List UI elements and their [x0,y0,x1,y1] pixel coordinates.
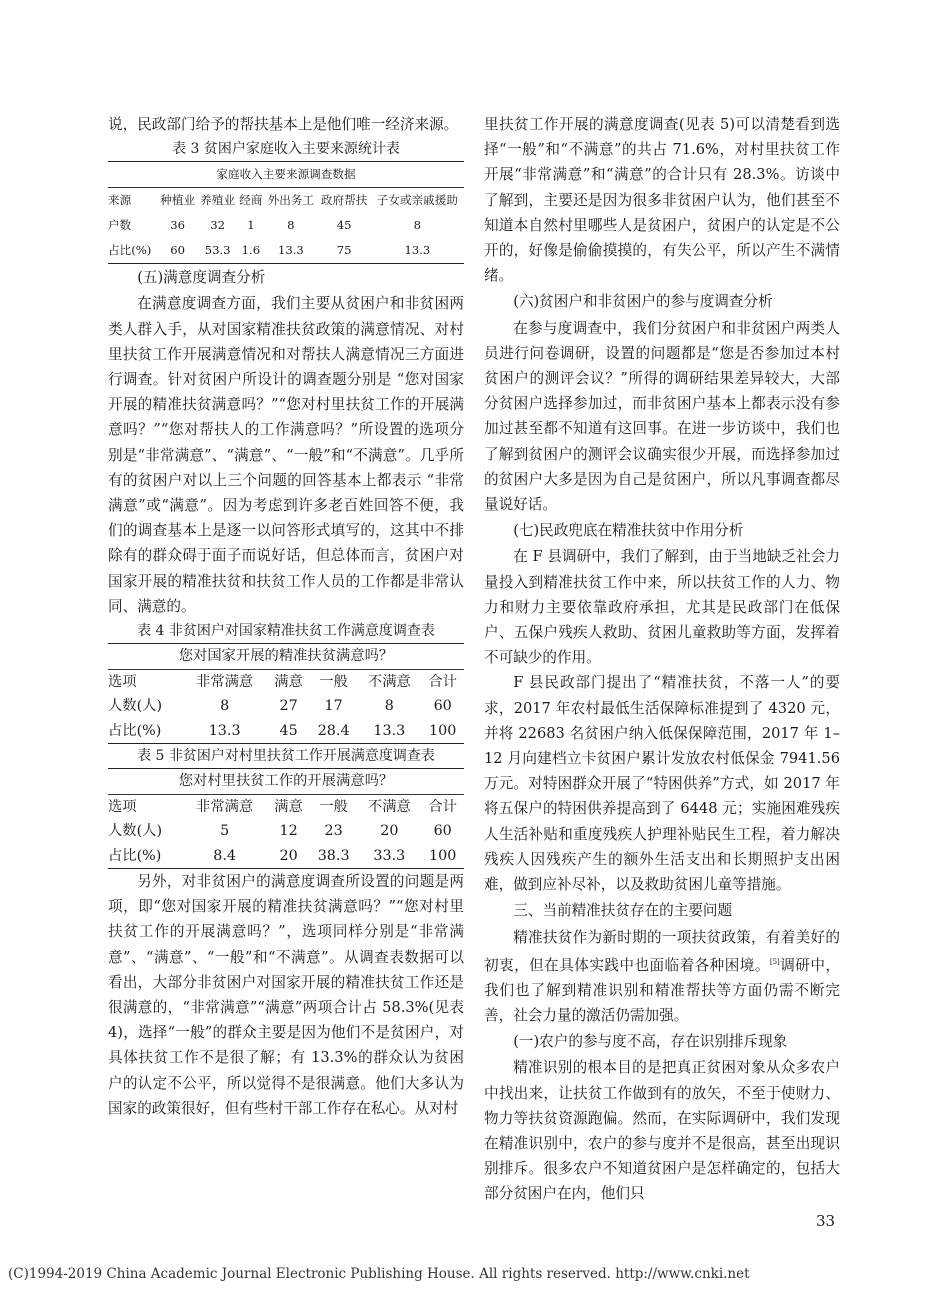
table-caption: 表 3 贫困户家庭收入主要来源统计表 [172,141,400,158]
table-3 [108,137,464,264]
table-cell: 20 [279,847,298,864]
table-cell: 1 [247,218,255,233]
table-cell: 8 [413,218,422,233]
table-cell: 60 [170,243,186,258]
column-header: 外出务工 [264,188,317,214]
column-header: 养殖业 [198,188,238,214]
table-cell: 占比(%) [108,243,152,258]
table-cell: 8 [220,698,230,715]
table-cell: 33.3 [373,847,406,864]
paragraph: 在 F 县调研中，我们了解到，由于当地缺乏社会力量投入到精准扶贫工作中来，所以扶贫工作的人力、物力和财力主要依靠政府承担，尤其是民政部门在低保户、五保户残疾人救助、贫困儿童救助等方面，发挥着不可缺少的作用。 [484,548,840,667]
table-cell: 8 [287,218,295,233]
section-heading: (五)满意度调查分析 [137,269,266,287]
paragraph: 说，民政部门给予的帮扶基本上是他们唯一经济来源。 [108,116,459,133]
table-cell: 户数 [108,218,132,233]
column-header: 政府帮扶 [317,188,370,214]
column-header: 选项 [108,794,182,819]
column-header: 满意 [267,794,310,819]
paragraph [484,925,840,1029]
table-cell: 13.3 [208,722,241,739]
table-cell: 23 [324,823,343,840]
column-header: 合计 [421,669,464,694]
table-question: 您对国家开展的精准扶贫满意吗？ [178,648,394,665]
column-header: 子女或亲戚援助 [371,188,464,214]
paragraph: F 县民政部门提出了“精准扶贫，不落一人”的要求，2017 年农村最低生活保障标准提到了 4320 元，并将 22683 名贫困户纳入低保保障范围，2017 年 1–12 月向建档立卡贫困户累计发放农村低保金 7941.56 万元。对特困群众开展了“特困供养”方式，如 2017 年将五保户的特困供养提高到了 6448 元；实施困难残疾人生活补贴和重度残疾人护理补贴民生工程，着力解决残疾人因残疾产生的额外生活支出和长期照护支出困难，做到应补尽补，以及救助贫困儿童等措施。 [484,674,840,894]
table-cell: 60 [433,698,452,715]
right-column [484,112,840,1207]
paragraph: 精准识别的根本目的是把真正贫困对象从众多农户中找出来，让扶贫工作做到有的放矢，不至于使财力、物力等扶贫资源跑偏。然而，在实际调研中，我们发现在精准识别中，农户的参与度并不是很高，甚至出现识别排斥。很多农户不知道贫困户是怎样确定的，包括大部分贫困户在内，他们只 [484,1059,840,1203]
column-header: 满意 [267,669,310,694]
table-cell: 45 [279,722,298,739]
table-row [108,238,464,264]
column-header: 非常满意 [182,669,267,694]
column-header: 来源 [108,188,158,214]
paragraph: 里扶贫工作开展的满意度调查(见表 5)可以清楚看到选择“一般”和“不满意”的共占 71.6%，对村里扶贫工作开展“非常满意”和“满意”的合计只有 28.3%。访谈中了解到，主要还是因为很多非贫困户认为，他们甚至不知道本自然村里哪些人是贫困户，贫困户的认定是不公开的，好像是偷偷摸摸的，有失公平，所以产生不满情绪。 [484,116,840,285]
table-caption: 表 4 非贫困户对国家精准扶贫工作满意度调查表 [137,623,435,640]
section-heading: (七)民政兜底在精准扶贫中作用分析 [513,522,744,540]
table-cell: 5 [220,823,230,840]
paragraph-text: 精准扶贫作为新时期的一项扶贫政策，有着美好的初衷，但在具体实践中也面临着各种困境。 [484,928,840,974]
copyright-footer: (C)1994-2019 China Academic Journal Electronic Publishing House. All rights reserved. http://www.cnki.net [8,1266,750,1282]
column-header: 种植业 [158,188,198,214]
table-cell: 45 [336,218,352,233]
table-cell: 8.4 [213,847,236,864]
table-row [108,694,464,719]
table-cell: 27 [279,698,298,715]
table-question: 您对村里扶贫工作的开展满意吗？ [178,773,394,790]
section-heading: 三、当前精准扶贫存在的主要问题 [513,902,733,920]
column-header: 经商 [238,188,265,214]
table-cell: 100 [429,847,457,864]
section-heading: (六)贫困户和非贫困户的参与度调查分析 [513,293,773,311]
left-column [108,112,464,1121]
column-header: 不满意 [357,669,421,694]
table-cell: 1.6 [241,243,261,258]
table-cell: 13.3 [277,243,304,258]
table-caption: 表 5 非贫困户对村里扶贫工作开展满意度调查表 [137,748,435,765]
table-cell: 100 [429,722,457,739]
table-cell: 8 [384,698,394,715]
table-cell: 17 [324,698,343,715]
subsection-heading: (一)农户的参与度不高，存在识别排斥现象 [513,1033,788,1051]
table-cell: 28.4 [317,722,350,739]
table-row [108,844,464,869]
page-number: 33 [816,1212,836,1230]
column-header: 一般 [310,794,357,819]
citation-link[interactable]: [5] [769,957,780,966]
paragraph: 另外，对非贫困户的满意度调查所设置的问题是两项，即“您对国家开展的精准扶贫满意吗？”“您对村里扶贫工作的开展满意吗？”，选项同样分别是“非常满意”、“满意”、“一般”和“不满意”。从调查表数据可以看出，大部分非贫困户对国家开展的精准扶贫工作还是很满意的，“非常满意”“满意”两项合计占 58.3%(见表 4)，选择“一般”的群众主要是因为他们不是贫困户，对具体扶贫工作不是很了解；有 13.3%的群众认为贫困户的认定不公平，所以觉得不是很满意。他们大多认为国家的政策很好，但有些村干部工作存在私心。从对村 [108,873,464,1117]
table-cell: 38.3 [317,847,350,864]
table-row [108,819,464,844]
table-5 [108,744,464,869]
table-cell: 75 [336,243,352,258]
table-cell: 53.3 [204,243,231,258]
table-row [108,213,464,238]
column-header: 一般 [310,669,357,694]
table-cell: 占比(%) [108,722,162,739]
table-4 [108,619,464,744]
table-cell: 20 [380,823,399,840]
table-subheader: 家庭收入主要来源调查数据 [216,167,356,182]
column-header: 不满意 [357,794,421,819]
table-cell: 13.3 [404,243,431,258]
table-cell: 占比(%) [108,847,162,864]
column-header: 非常满意 [182,794,267,819]
paragraph: 在满意度调查方面，我们主要从贫困户和非贫困两类人群入手，从对国家精准扶贫政策的满意情况、对村里扶贫工作开展满意情况和对帮扶人满意情况三方面进行调查。针对贫困户所设计的调查题分别是 “您对国家开展的精准扶贫满意吗？”“您对村里扶贫工作的开展满意吗？”“您对帮扶人的工作满意吗？”所设置的选项分别是“非常满意”、“满意”、“一般”和“不满意”。几乎所有的贫困户对以上三个问题的回答基本上都表示 “非常满意”或“满意”。因为考虑到许多老百姓回答不便，我们的调查基本上是逐一以问答形式填写的，这其中不排除有的群众碍于面子而说好话，但总体而言，贫困户对国家开展的精准扶贫和扶贫工作人员的工作都是非常认同、满意的。 [108,295,464,615]
column-header: 合计 [421,794,464,819]
table-cell: 人数(人) [108,698,163,715]
table-cell: 人数(人) [108,823,163,840]
table-row [108,719,464,744]
table-cell: 12 [279,823,298,840]
table-cell: 36 [170,218,186,233]
paragraph: 在参与度调查中，我们分贫困户和非贫困户两类人员进行问卷调研，设置的问题都是“您是否参加过本村贫困户的测评会议？”所得的调研结果差异较大，大部分贫困户选择参加过，而非贫困户基本上都表示没有参加过甚至都不知道有这回事。在进一步访谈中，我们也了解到贫困户的测评会议确实很少开展，而选择参加过的贫困户大多是因为自己是贫困户，所以凡事调查都尽量说好话。 [484,319,840,514]
table-cell: 32 [210,218,225,233]
column-header: 选项 [108,669,182,694]
table-cell: 60 [433,823,452,840]
paragraph-text: 调研中，我们也了解到精准识别和精准帮扶等方面仍需不断完善，社会力量的激活仍需加强。 [484,956,840,1024]
table-cell: 13.3 [373,722,406,739]
